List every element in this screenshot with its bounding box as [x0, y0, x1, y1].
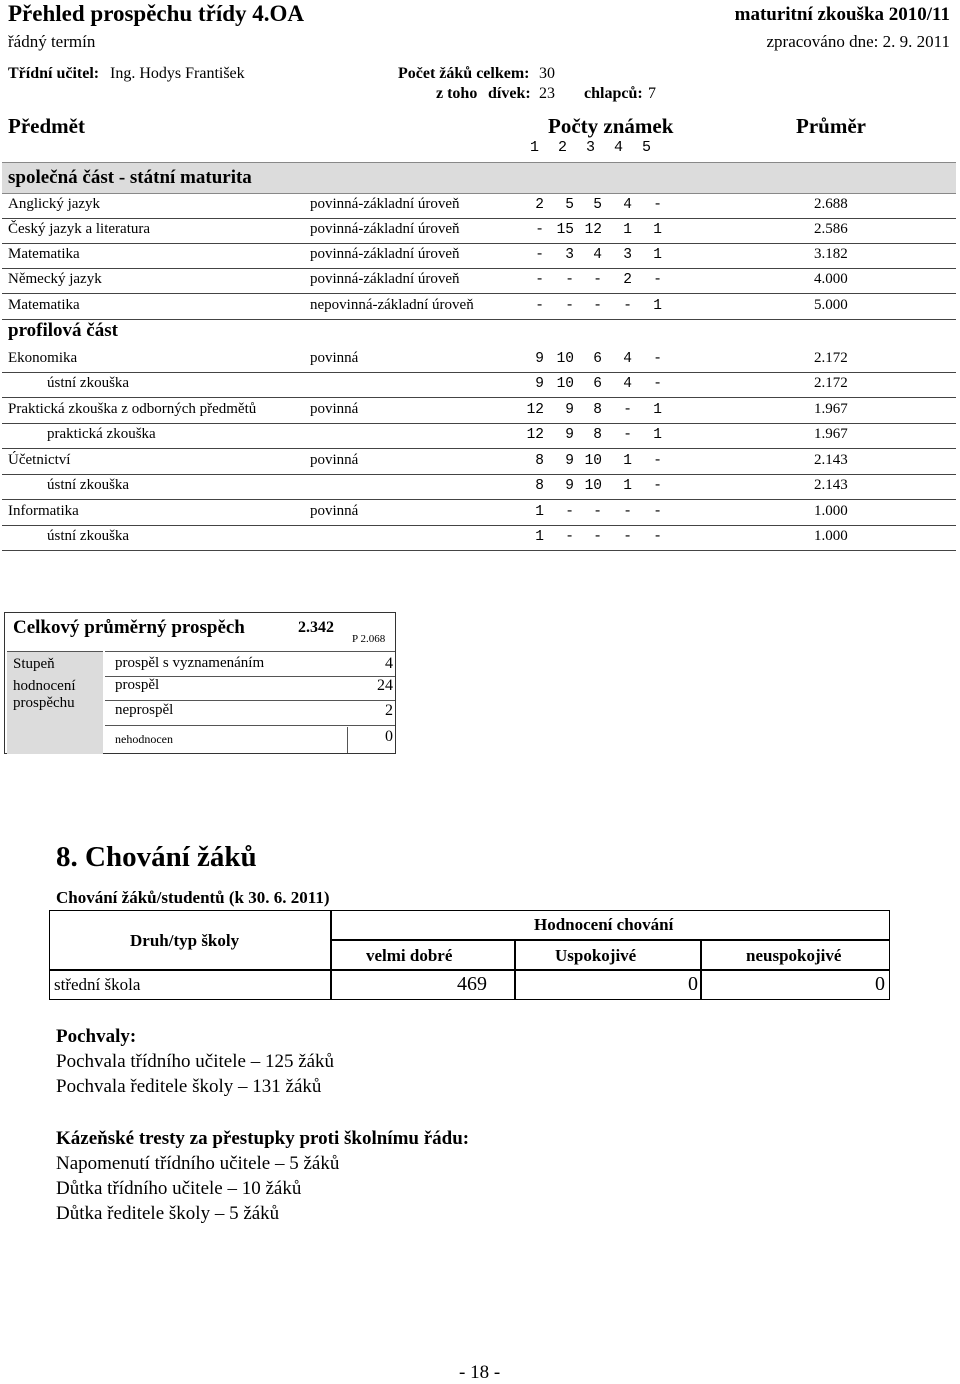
grade-count-5: - [653, 529, 662, 545]
behaviour-subheading: Chování žáků/studentů (k 30. 6. 2011) [56, 888, 330, 907]
grade-count-1: 9 [535, 376, 544, 392]
grade-count-3: 6 [593, 351, 602, 367]
teacher-name: Ing. Hodys František [110, 65, 245, 82]
exam-label: maturitní zkouška 2010/11 [734, 4, 950, 25]
category-label: neprospěl [115, 702, 174, 718]
subject-name: Německý jazyk [8, 271, 102, 287]
subject-average: 5.000 [814, 297, 848, 313]
penalties-title: Kázeňské tresty za přestupky proti školnímu řádu: [56, 1128, 470, 1149]
table-row [2, 423, 956, 449]
behaviour-heading: 8. Chování žáků [56, 841, 257, 873]
grade-count-1: - [535, 222, 544, 238]
grade-count-3: 12 [584, 222, 602, 238]
grade-count-5: 1 [653, 402, 662, 418]
grade-count-3: - [593, 504, 602, 520]
category-label: nehodnocen [115, 732, 173, 746]
grade-count-2: - [565, 529, 574, 545]
grade-count-1: - [535, 247, 544, 263]
subject-level: povinná [310, 401, 359, 417]
students-total-label: Počet žáků celkem: [398, 65, 530, 82]
penalty-line: Napomenutí třídního učitele – 5 žáků [56, 1153, 340, 1174]
subject-average: 2.172 [814, 350, 848, 366]
hodnoceni-label: hodnocení [13, 678, 76, 694]
row-very-good-value: 469 [457, 973, 487, 995]
subject-average: 1.967 [814, 426, 848, 442]
grade-count-5: - [653, 197, 662, 213]
subject-average: 4.000 [814, 271, 848, 287]
row-satisfactory-value: 0 [688, 973, 698, 995]
category-count: 2 [385, 702, 393, 719]
divider [330, 939, 889, 941]
subject-average: 1.000 [814, 503, 848, 519]
stupen-label: Stupeň [13, 656, 55, 672]
grade-count-1: 8 [535, 478, 544, 494]
grade-count-5: - [653, 504, 662, 520]
subject-level: povinná-základní úroveň [310, 271, 460, 287]
overall-title: Celkový průměrný prospěch [13, 617, 245, 638]
grade-count-5: 1 [653, 427, 662, 443]
praise-line: Pochvala třídního učitele – 125 žáků [56, 1051, 335, 1072]
grade-count-5: - [653, 453, 662, 469]
column-header-counts: Počty známek [548, 114, 674, 138]
table-row [2, 474, 956, 500]
column-header-average: Průměr [796, 114, 866, 138]
section-common [2, 162, 956, 194]
grade-count-5: - [653, 351, 662, 367]
subject-name: Účetnictví [8, 452, 71, 468]
subject-name: Praktická zkouška z odborných předmětů [8, 401, 257, 417]
processed-date [767, 32, 951, 52]
subject-level: povinná-základní úroveň [310, 221, 460, 237]
row-school-label: střední škola [54, 975, 141, 994]
grade-count-4: - [623, 298, 632, 314]
subject-average: 2.172 [814, 375, 848, 391]
grade-count-2: - [565, 504, 574, 520]
subject-name: praktická zkouška [47, 426, 156, 442]
grade-count-2: 5 [565, 197, 574, 213]
table-row [2, 268, 956, 294]
grade-count-2: 9 [565, 402, 574, 418]
row-unsatisfactory-value: 0 [875, 973, 885, 995]
grade-count-5: - [653, 272, 662, 288]
category-count: 0 [385, 728, 393, 745]
subject-name: Český jazyk a literatura [8, 221, 151, 237]
penalty-line: Důtka třídního učitele – 10 žáků [56, 1178, 302, 1199]
grade-count-3: 10 [584, 478, 602, 494]
overall-p-value: P 2.068 [352, 633, 386, 645]
subject-average: 2.143 [814, 477, 848, 493]
girls-count: 23 [539, 85, 555, 102]
grade-count-1: - [535, 298, 544, 314]
subject-average: 2.688 [814, 196, 848, 212]
grade-count-4: 4 [623, 376, 632, 392]
grade-count-4: 3 [623, 247, 632, 263]
col-very-good: velmi dobré [366, 946, 453, 965]
grade-count-4: 1 [623, 222, 632, 238]
category-row [105, 701, 395, 726]
subject-name: Matematika [8, 297, 80, 313]
grade-count-1: 2 [535, 197, 544, 213]
grade-count-5: 1 [653, 298, 662, 314]
grade-count-1: - [535, 272, 544, 288]
boys-label: chlapců: [584, 85, 643, 102]
grade-count-3: 10 [584, 453, 602, 469]
grade-count-4: - [623, 529, 632, 545]
category-count: 4 [385, 655, 393, 672]
grade-count-1: 8 [535, 453, 544, 469]
grade-count-4: 4 [623, 197, 632, 213]
behaviour-table [49, 910, 890, 1000]
subject-name: Informatika [8, 503, 79, 519]
divider [50, 969, 889, 971]
subject-average: 3.182 [814, 246, 848, 262]
category-row [105, 676, 395, 701]
grade-count-5: 1 [653, 247, 662, 263]
table-row [2, 500, 956, 526]
grade-count-2: 15 [556, 222, 574, 238]
grade-count-5: - [653, 478, 662, 494]
grade-count-3: - [593, 298, 602, 314]
teacher-label: Třídní učitel: [8, 65, 100, 82]
subject-level: povinná-základní úroveň [310, 196, 460, 212]
category-label: prospěl s vyznamenáním [115, 655, 265, 671]
praise-title: Pochvaly: [56, 1026, 137, 1047]
girls-label: dívek: [488, 85, 531, 102]
subject-level: povinná [310, 350, 359, 366]
students-total: 30 [539, 65, 555, 82]
grade-count-4: - [623, 427, 632, 443]
grade-count-4: 4 [623, 351, 632, 367]
divider [347, 727, 348, 753]
subject-average: 2.143 [814, 452, 848, 468]
table-row [2, 218, 956, 244]
subject-average: 1.000 [814, 528, 848, 544]
subject-name: Ekonomika [8, 350, 78, 366]
grade-count-3: - [593, 272, 602, 288]
grade-count-2: - [565, 298, 574, 314]
grade-count-2: 10 [556, 351, 574, 367]
category-label: prospěl [115, 677, 160, 693]
subject-name: ústní zkouška [47, 375, 130, 391]
grade-count-2: 9 [565, 478, 574, 494]
table-row [2, 193, 956, 219]
grade-count-2: 10 [556, 376, 574, 392]
penalty-line: Důtka ředitele školy – 5 žáků [56, 1203, 280, 1224]
subject-level: nepovinná-základní úroveň [310, 297, 474, 313]
grade-count-1: 12 [526, 427, 544, 443]
section-profile-label: profilová část [8, 320, 118, 341]
subject-name: Matematika [8, 246, 80, 262]
table-row [2, 347, 956, 373]
category-row [105, 651, 395, 677]
grade-count-3: 6 [593, 376, 602, 392]
stupen-column [7, 651, 103, 754]
table-row [2, 525, 956, 551]
subject-average: 2.586 [814, 221, 848, 237]
table-row [2, 372, 956, 398]
prospechu-label: prospěchu [13, 695, 75, 711]
grade-count-3: 4 [593, 247, 602, 263]
term-label: řádný termín [8, 32, 96, 51]
category-count: 24 [377, 677, 393, 694]
grade-count-1: 12 [526, 402, 544, 418]
grade-count-2: 9 [565, 427, 574, 443]
grade-count-1: 1 [535, 504, 544, 520]
column-header-subject: Předmět [8, 114, 85, 138]
page-title: Přehled prospěchu třídy 4.OA [8, 1, 305, 26]
col-satisfactory: Uspokojivé [555, 946, 637, 965]
grade-count-3: 8 [593, 427, 602, 443]
subject-level: povinná [310, 452, 359, 468]
table-row [2, 294, 956, 320]
of-which-label: z toho [436, 85, 478, 102]
grade-count-2: - [565, 272, 574, 288]
category-row [105, 726, 395, 752]
grade-count-5: 1 [653, 222, 662, 238]
grade-count-4: 1 [623, 453, 632, 469]
subject-level: povinná [310, 503, 359, 519]
subject-average: 1.967 [814, 401, 848, 417]
grade-count-1: 1 [535, 529, 544, 545]
overall-summary-box [4, 612, 396, 754]
subject-name: Anglický jazyk [8, 196, 101, 212]
grade-count-3: - [593, 529, 602, 545]
table-row [2, 449, 956, 475]
grade-count-4: 1 [623, 478, 632, 494]
processed-value: 2. 9. 2011 [882, 32, 950, 51]
grade-count-4: - [623, 504, 632, 520]
grade-count-3: 8 [593, 402, 602, 418]
grade-count-3: 5 [593, 197, 602, 213]
grade-count-5: - [653, 376, 662, 392]
grade-count-4: - [623, 402, 632, 418]
processed-label: zpracováno dne: [766, 32, 879, 51]
table-row [2, 243, 956, 269]
grade-count-1: 9 [535, 351, 544, 367]
col-group-header: Hodnocení chování [534, 915, 674, 934]
praise-line: Pochvala ředitele školy – 131 žáků [56, 1076, 322, 1097]
grade-numbers: 1 2 3 4 5 [530, 139, 652, 156]
table-row [2, 398, 956, 424]
divider [330, 911, 332, 999]
page-number: - 18 - [459, 1362, 501, 1383]
col-school-type: Druh/typ školy [130, 931, 240, 950]
subject-name: ústní zkouška [47, 528, 130, 544]
grade-count-4: 2 [623, 272, 632, 288]
overall-value: 2.342 [298, 619, 334, 636]
subject-name: ústní zkouška [47, 477, 130, 493]
section-common-label: společná část - státní maturita [8, 167, 252, 188]
grade-count-2: 9 [565, 453, 574, 469]
col-unsatisfactory: neuspokojivé [746, 946, 842, 965]
boys-count: 7 [648, 85, 656, 102]
subject-level: povinná-základní úroveň [310, 246, 460, 262]
grade-count-2: 3 [565, 247, 574, 263]
